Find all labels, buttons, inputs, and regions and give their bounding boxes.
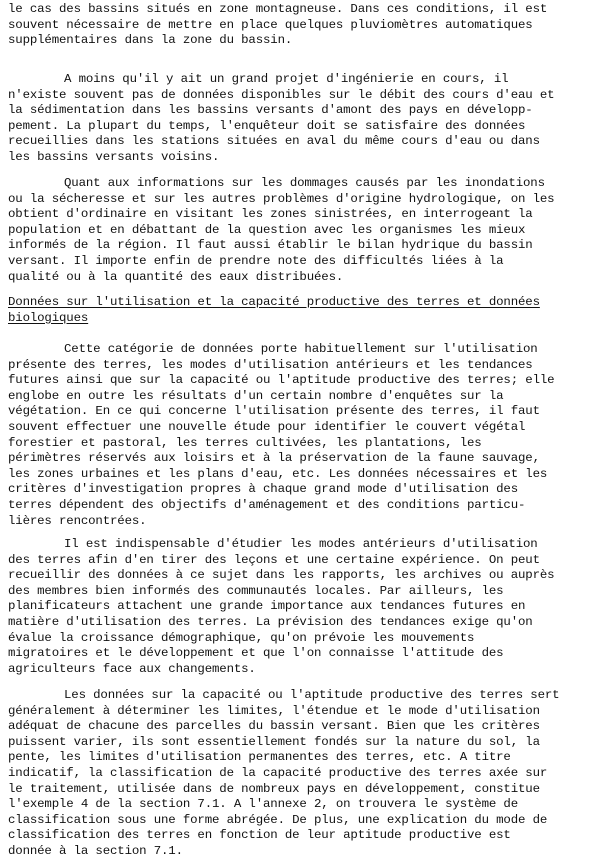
paragraph-3 (8, 176, 594, 285)
text-line: qualité ou à la quantité des eaux distribuées. (8, 269, 344, 284)
text-line: migratoires et le développement et que l'on connaisse l'attitude des (8, 646, 504, 661)
text-line: la sédimentation dans les bassins versants d'amont des pays en développ- (8, 103, 533, 118)
paragraph-2 (8, 72, 594, 166)
text-line: pente, les limites d'utilisation permanentes des terres, etc. A titre (8, 750, 511, 765)
text-line: présente des terres, les modes d'utilisation antérieurs et les tendances (8, 357, 533, 372)
text-line: les zones urbaines et les plans d'eau, etc. Les données nécessaires et les (8, 466, 548, 481)
text-line: planificateurs attachent une grande importance aux tendances futures en (8, 599, 526, 614)
text-line: pement. La plupart du temps, l'enquêteur doit se satisfaire des données (8, 118, 526, 133)
text-line: A moins qu'il y ait un grand projet d'ingénierie en cours, il (64, 72, 509, 86)
text-line: des terres afin d'en tirer des leçons et une certaine expérience. On peut (8, 552, 540, 567)
paragraph-4 (8, 342, 594, 529)
text-line: Il est indispensable d'étudier les modes antérieurs d'utilisation (64, 537, 538, 551)
text-line: le cas des bassins situés en zone montagneuse. Dans ces conditions, il est (8, 2, 548, 16)
text-line: évalue la croissance démographique, qu'on prévoie les mouvements (8, 630, 475, 645)
text-line: ou la sécheresse et sur les autres problèmes d'origine hydrologique, on les (8, 191, 555, 206)
text-line: indicatif, la classification de la capacité productive des terres axée sur (8, 765, 548, 780)
text-line: agriculteurs face aux changements. (8, 661, 256, 676)
text-line: obtient d'ordinaire en visitant les zones sinistrées, en interrogeant la (8, 207, 533, 222)
text-line: l'exemple 4 de la section 7.1. A l'annexe 2, on trouvera le système de (8, 797, 518, 812)
text-line: recueillies dans les stations situées en aval du même cours d'eau ou dans (8, 134, 540, 149)
text-line: population et en débattant de la question avec les organismes les mieux (8, 222, 526, 237)
text-line: lières rencontrées. (8, 513, 147, 528)
text-line: Cette catégorie de données porte habituellement sur l'utilisation (64, 342, 538, 356)
text-line: classification des terres en fonction de leur aptitude productive est (8, 828, 511, 843)
heading-line: Données sur l'utilisation et la capacité productive des terres et données (8, 295, 540, 309)
text-line: puissent varier, ils sont essentiellement fondés sur la nature du sol, la (8, 734, 540, 749)
paragraph-6 (8, 688, 594, 860)
text-line: adéquat de chacune des parcelles du bassin versant. Bien que les critères (8, 719, 540, 734)
text-line: recueillir des données à ce sujet dans les rapports, les archives ou auprès (8, 568, 555, 583)
text-line: n'existe souvent pas de données disponibles sur le débit des cours d'eau et (8, 87, 555, 102)
text-line: Quant aux informations sur les dommages causés par les inondations (64, 176, 545, 190)
text-line: forestier et pastoral, les terres cultivées, les plantations, les (8, 435, 482, 450)
paragraph-1 (8, 2, 594, 49)
text-line: généralement à déterminer les limites, l'étendue et le mode d'utilisation (8, 703, 540, 718)
text-line: supplémentaires dans la zone du bassin. (8, 33, 293, 48)
text-line: informés de la région. Il faut aussi établir le bilan hydrique du bassin (8, 238, 533, 253)
text-line: périmètres réservés aux loisirs et à la préservation de la faune sauvage, (8, 451, 540, 466)
text-line: critères d'investigation propres à chaque grand mode d'utilisation des (8, 482, 518, 497)
section-heading (8, 295, 594, 326)
text-line: classification sous une forme abrégée. De plus, une explication du mode de (8, 812, 548, 827)
text-line: souvent nécessaire de mettre en place quelques pluviomètres automatiques (8, 17, 533, 32)
heading-line: biologiques (8, 310, 89, 325)
text-line: le traitement, utilisée dans de nombreux pays en développement, constitue (8, 781, 540, 796)
text-line: versant. Il importe enfin de prendre note des difficultés liées à la (8, 253, 504, 268)
text-line: les bassins versants voisins. (8, 149, 220, 164)
text-line: donnée à la section 7.1. (8, 843, 183, 858)
text-line: végétation. En ce qui concerne l'utilisation présente des terres, il faut (8, 404, 540, 419)
text-line: futures ainsi que sur la capacité ou l'aptitude productive des terres; elle (8, 373, 555, 388)
text-line: des membres bien informés des communautés locales. Par ailleurs, les (8, 583, 504, 598)
text-line: matière d'utilisation des terres. La prévision des tendances exige qu'on (8, 614, 533, 629)
text-line: terres dépendent des objectifs d'aménagement et des conditions particu- (8, 497, 526, 512)
paragraph-5 (8, 537, 594, 677)
text-line: Les données sur la capacité ou l'aptitude productive des terres sert (64, 688, 560, 702)
text-line: souvent effectuer une nouvelle étude pour identifier le couvert végétal (8, 419, 526, 434)
text-line: englobe en outre les résultats d'un certain nombre d'enquêtes sur la (8, 388, 504, 403)
